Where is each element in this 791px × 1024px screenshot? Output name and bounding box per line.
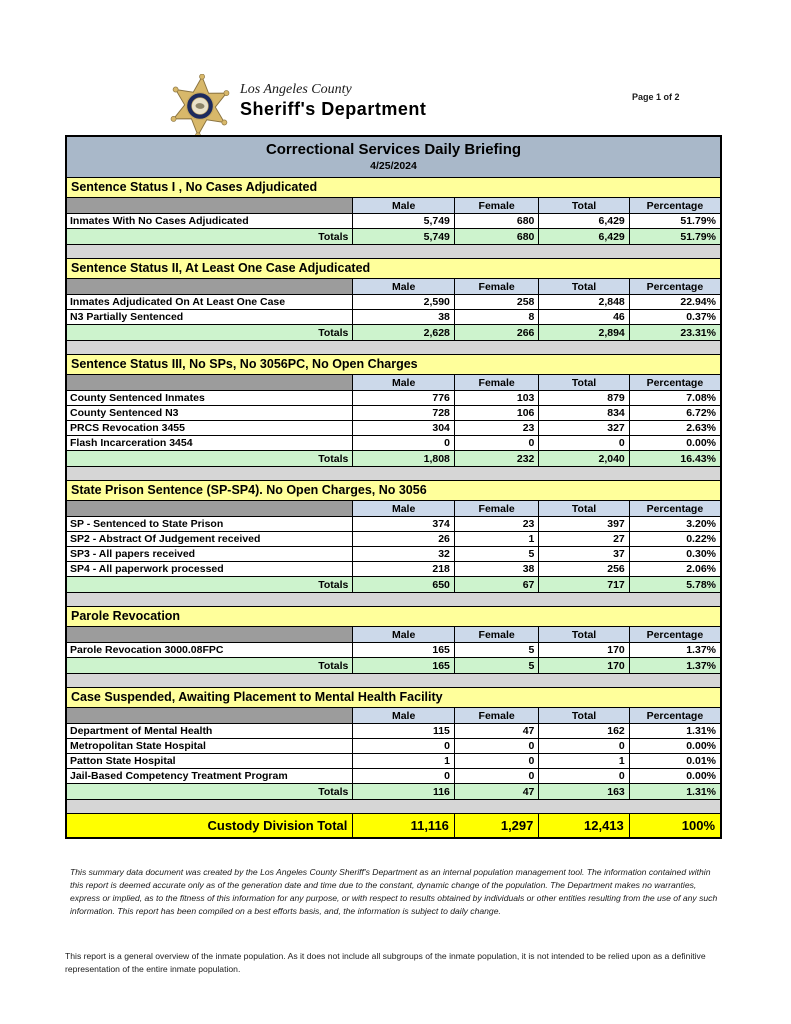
column-header: Male (353, 375, 455, 391)
row-label: County Sentenced N3 (66, 406, 353, 421)
overview-note-text: This report is a general overview of the inmate population. As it does not include all subgroups of the inmate population, it is not intended to be relied upon as a definitive representation of the entire inmate population. (65, 951, 706, 975)
row-value: 6.72% (629, 406, 721, 421)
row-value: 0.00% (629, 769, 721, 784)
totals-value: 5,749 (353, 229, 455, 245)
table-row (66, 754, 721, 769)
column-header: Total (539, 627, 629, 643)
totals-value: 165 (353, 658, 455, 674)
table-row (66, 769, 721, 784)
column-header: Female (454, 279, 538, 295)
totals-value: 163 (539, 784, 629, 800)
page-number: Page 1 of 2 (632, 92, 680, 102)
totals-value: 116 (353, 784, 455, 800)
column-header: Percentage (629, 375, 721, 391)
row-value: 115 (353, 724, 455, 739)
totals-label: Totals (66, 577, 353, 593)
spacer-cell (66, 245, 721, 259)
row-value: 26 (353, 532, 455, 547)
row-value: 1 (539, 754, 629, 769)
spacer-band (66, 593, 721, 607)
row-value: 27 (539, 532, 629, 547)
spacer-cell (66, 800, 721, 814)
row-value: 0.01% (629, 754, 721, 769)
row-value: 23 (454, 421, 538, 436)
table-row (66, 295, 721, 310)
spacer-cell (66, 674, 721, 688)
row-value: 680 (454, 214, 538, 229)
row-label: County Sentenced Inmates (66, 391, 353, 406)
column-header-row (66, 279, 721, 295)
table-row (66, 643, 721, 658)
agency-county: Los Angeles County (240, 82, 352, 97)
row-value: 51.79% (629, 214, 721, 229)
column-header: Female (454, 708, 538, 724)
row-value: 38 (454, 562, 538, 577)
grand-total-value: 11,116 (353, 814, 455, 838)
row-value: 1 (454, 532, 538, 547)
totals-label: Totals (66, 451, 353, 467)
column-header: Female (454, 375, 538, 391)
totals-row (66, 784, 721, 800)
column-header-row (66, 627, 721, 643)
table-row (66, 421, 721, 436)
row-value: 0 (539, 436, 629, 451)
row-value: 6,429 (539, 214, 629, 229)
table-row (66, 391, 721, 406)
spacer-band (66, 245, 721, 259)
agency-department: Sheriff's Department (240, 99, 427, 119)
totals-value: 1.37% (629, 658, 721, 674)
row-value: 0 (454, 739, 538, 754)
row-value: 3.20% (629, 517, 721, 532)
row-value: 0 (539, 769, 629, 784)
row-value: 8 (454, 310, 538, 325)
table-row (66, 214, 721, 229)
spacer-cell (66, 593, 721, 607)
report-title-bar (66, 136, 721, 178)
row-value: 162 (539, 724, 629, 739)
row-label: SP2 - Abstract Of Judgement received (66, 532, 353, 547)
table-row (66, 724, 721, 739)
corner-cell (66, 375, 353, 391)
row-value: 256 (539, 562, 629, 577)
row-value: 2,848 (539, 295, 629, 310)
corner-cell (66, 501, 353, 517)
spacer-cell (66, 467, 721, 481)
totals-row (66, 229, 721, 245)
row-value: 0 (353, 739, 455, 754)
grand-total-value: 1,297 (454, 814, 538, 838)
row-value: 0 (454, 754, 538, 769)
row-value: 327 (539, 421, 629, 436)
row-value: 46 (539, 310, 629, 325)
totals-value: 23.31% (629, 325, 721, 341)
totals-value: 170 (539, 658, 629, 674)
row-value: 47 (454, 724, 538, 739)
row-label: Patton State Hospital (66, 754, 353, 769)
row-value: 38 (353, 310, 455, 325)
row-value: 23 (454, 517, 538, 532)
grand-total-row (66, 814, 721, 838)
row-label: Flash Incarceration 3454 (66, 436, 353, 451)
totals-row (66, 451, 721, 467)
briefing-table (65, 135, 722, 839)
totals-value: 232 (454, 451, 538, 467)
row-value: 834 (539, 406, 629, 421)
column-header: Female (454, 198, 538, 214)
table-row (66, 436, 721, 451)
row-value: 374 (353, 517, 455, 532)
row-label: SP3 - All papers received (66, 547, 353, 562)
totals-label: Totals (66, 784, 353, 800)
row-value: 397 (539, 517, 629, 532)
row-value: 1 (353, 754, 455, 769)
column-header-row (66, 501, 721, 517)
section-header (66, 178, 721, 198)
column-header-row (66, 375, 721, 391)
totals-label: Totals (66, 658, 353, 674)
row-value: 879 (539, 391, 629, 406)
section-header (66, 481, 721, 501)
row-value: 165 (353, 643, 455, 658)
section-header (66, 688, 721, 708)
row-value: 7.08% (629, 391, 721, 406)
totals-label: Totals (66, 325, 353, 341)
row-value: 106 (454, 406, 538, 421)
totals-label: Totals (66, 229, 353, 245)
totals-value: 51.79% (629, 229, 721, 245)
row-label: Department of Mental Health (66, 724, 353, 739)
row-value: 218 (353, 562, 455, 577)
column-header: Total (539, 708, 629, 724)
spacer-band (66, 800, 721, 814)
spacer-band (66, 341, 721, 355)
row-value: 728 (353, 406, 455, 421)
row-label: Inmates Adjudicated On At Least One Case (66, 295, 353, 310)
grand-total-value: 12,413 (539, 814, 629, 838)
spacer-cell (66, 341, 721, 355)
table-row (66, 310, 721, 325)
row-value: 304 (353, 421, 455, 436)
section-title: State Prison Sentence (SP-SP4). No Open Charges, No 3056 (66, 481, 721, 501)
row-value: 2.63% (629, 421, 721, 436)
totals-value: 2,040 (539, 451, 629, 467)
totals-value: 680 (454, 229, 538, 245)
totals-value: 650 (353, 577, 455, 593)
column-header: Total (539, 375, 629, 391)
totals-row (66, 325, 721, 341)
letterhead (168, 74, 426, 138)
table-row (66, 562, 721, 577)
totals-value: 5 (454, 658, 538, 674)
totals-row (66, 577, 721, 593)
corner-cell (66, 708, 353, 724)
grand-total-label: Custody Division Total (66, 814, 353, 838)
sheriff-star-badge-icon (168, 74, 232, 138)
row-value: 0 (353, 769, 455, 784)
totals-value: 67 (454, 577, 538, 593)
table-row (66, 532, 721, 547)
table-row (66, 739, 721, 754)
column-header: Total (539, 279, 629, 295)
column-header: Total (539, 501, 629, 517)
agency-name (240, 82, 426, 120)
disclaimer-text: This summary data document was created by the Los Angeles County Sheriff's Department as an internal population management tool. The information contained within this report is deemed accurate only as of the generation date and time due to the constant, dynamic change of the population. The Department makes no warranties, express or implied, as to the fitness of this information for any purpose, or with respect to results obtained by individuals or other entities resulting from the use of any such information. This report has been compiled on a best efforts basis, and, the information is subject to daily change. (70, 867, 718, 916)
totals-row (66, 658, 721, 674)
corner-cell (66, 627, 353, 643)
column-header-row (66, 708, 721, 724)
column-header: Male (353, 501, 455, 517)
row-value: 0.30% (629, 547, 721, 562)
row-value: 0.37% (629, 310, 721, 325)
corner-cell (66, 279, 353, 295)
column-header: Female (454, 501, 538, 517)
section-title: Case Suspended, Awaiting Placement to Mental Health Facility (66, 688, 721, 708)
row-label: Parole Revocation 3000.08FPC (66, 643, 353, 658)
row-value: 2,590 (353, 295, 455, 310)
table-row (66, 406, 721, 421)
column-header: Male (353, 627, 455, 643)
row-value: 1.37% (629, 643, 721, 658)
section-title: Sentence Status I , No Cases Adjudicated (66, 178, 721, 198)
row-value: 0.00% (629, 739, 721, 754)
section-title: Parole Revocation (66, 607, 721, 627)
row-value: 5,749 (353, 214, 455, 229)
totals-value: 6,429 (539, 229, 629, 245)
row-label: PRCS Revocation 3455 (66, 421, 353, 436)
table-row (66, 547, 721, 562)
column-header: Male (353, 198, 455, 214)
totals-value: 717 (539, 577, 629, 593)
row-value: 0 (454, 769, 538, 784)
column-header: Percentage (629, 279, 721, 295)
spacer-band (66, 467, 721, 481)
column-header: Male (353, 708, 455, 724)
row-value: 170 (539, 643, 629, 658)
row-value: 0 (539, 739, 629, 754)
column-header: Percentage (629, 627, 721, 643)
row-value: 0 (353, 436, 455, 451)
grand-total-value: 100% (629, 814, 721, 838)
section-header (66, 607, 721, 627)
row-value: 0 (454, 436, 538, 451)
row-value: 5 (454, 643, 538, 658)
column-header: Percentage (629, 708, 721, 724)
totals-value: 16.43% (629, 451, 721, 467)
totals-value: 1.31% (629, 784, 721, 800)
row-value: 0.00% (629, 436, 721, 451)
section-header (66, 355, 721, 375)
row-value: 22.94% (629, 295, 721, 310)
totals-value: 5.78% (629, 577, 721, 593)
row-value: 37 (539, 547, 629, 562)
row-value: 258 (454, 295, 538, 310)
row-label: Metropolitan State Hospital (66, 739, 353, 754)
totals-value: 266 (454, 325, 538, 341)
totals-value: 2,628 (353, 325, 455, 341)
report-title: Correctional Services Daily Briefing (265, 141, 522, 158)
section-title: Sentence Status III, No SPs, No 3056PC, No Open Charges (66, 355, 721, 375)
report-date: 4/25/2024 (370, 160, 417, 172)
row-label: SP4 - All paperwork processed (66, 562, 353, 577)
section-header (66, 259, 721, 279)
totals-value: 1,808 (353, 451, 455, 467)
corner-cell (66, 198, 353, 214)
column-header-row (66, 198, 721, 214)
row-label: Jail-Based Competency Treatment Program (66, 769, 353, 784)
row-value: 0.22% (629, 532, 721, 547)
totals-value: 2,894 (539, 325, 629, 341)
row-label: SP - Sentenced to State Prison (66, 517, 353, 532)
column-header: Percentage (629, 501, 721, 517)
row-value: 776 (353, 391, 455, 406)
totals-value: 47 (454, 784, 538, 800)
section-title: Sentence Status II, At Least One Case Adjudicated (66, 259, 721, 279)
row-value: 2.06% (629, 562, 721, 577)
column-header: Female (454, 627, 538, 643)
table-row (66, 517, 721, 532)
row-label: Inmates With No Cases Adjudicated (66, 214, 353, 229)
row-value: 32 (353, 547, 455, 562)
spacer-band (66, 674, 721, 688)
row-label: N3 Partially Sentenced (66, 310, 353, 325)
row-value: 5 (454, 547, 538, 562)
column-header: Percentage (629, 198, 721, 214)
row-value: 103 (454, 391, 538, 406)
column-header: Total (539, 198, 629, 214)
row-value: 1.31% (629, 724, 721, 739)
column-header: Male (353, 279, 455, 295)
